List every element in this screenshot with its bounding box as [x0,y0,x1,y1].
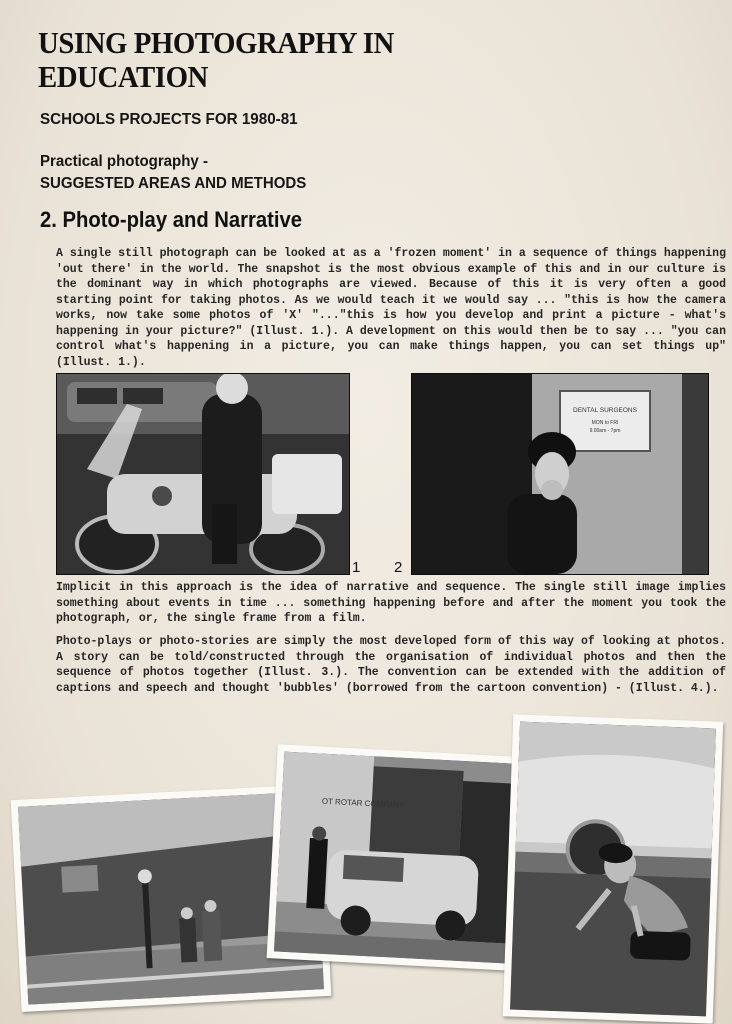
page-title [38,26,522,94]
story-photo-3 [503,714,723,1023]
illustration-1-photo [56,373,350,575]
illustration-1-number: 1 [352,559,361,576]
practical-line-1: Practical photography - [40,153,208,170]
sign-line-2: MON to FRI [591,420,619,426]
subtitle: SCHOOLS PROJECTS FOR 1980-81 [40,111,298,128]
graffiti-text: OT ROTAR COMPANY [321,796,405,810]
practical-line-2: SUGGESTED AREAS AND METHODS [40,175,307,192]
illustration-2-number: 2 [394,559,403,576]
sign-line-1: DENTAL SURGEONS [573,407,637,414]
section-heading: 2. Photo-play and Narrative [40,207,303,232]
paragraph-1: A single still photograph can be looked at as a 'frozen moment' in a sequence of things happening 'out there' in the world. The snapshot is the most obvious example of this and in our culture is the dominant way in which photographs are viewed. Because of this it is very often a good starting point for taking photos. As we would teach it we would say ... "this is how the camera works, now take some photos of 'X' "..."this is how you develop and print a picture - what's happening in your picture?" (Illust. 1.). A development on this would then be to say ... "you can control what's happening in a picture, you can make things happen, you can set things up" (Illust. 1.). [56,247,726,369]
title-line-1: USING PHOTOGRAPHY IN [38,25,394,60]
paragraph-3: Photo-plays or photo-stories are simply the most developed form of this way of looking at photos. A story can be told/constructed through the organisation of individual photos and then the sequence of photos together (Illust. 3.). The convention can be extended with the addition of captions and speech and thought 'bubbles' (borrowed from the cartoon convention) - (Illust. 4.). [56,635,726,695]
practical-heading [40,151,416,195]
sign-line-3: 9.00am - 7pm [589,428,621,434]
paragraph-2: Implicit in this approach is the idea of narrative and sequence. The single still image implies something about events in time ... something happening before and after the moment you took the photograph, or, the single frame from a film. [56,581,726,625]
illustration-2-photo [411,373,709,575]
title-line-2: EDUCATION [38,59,208,94]
